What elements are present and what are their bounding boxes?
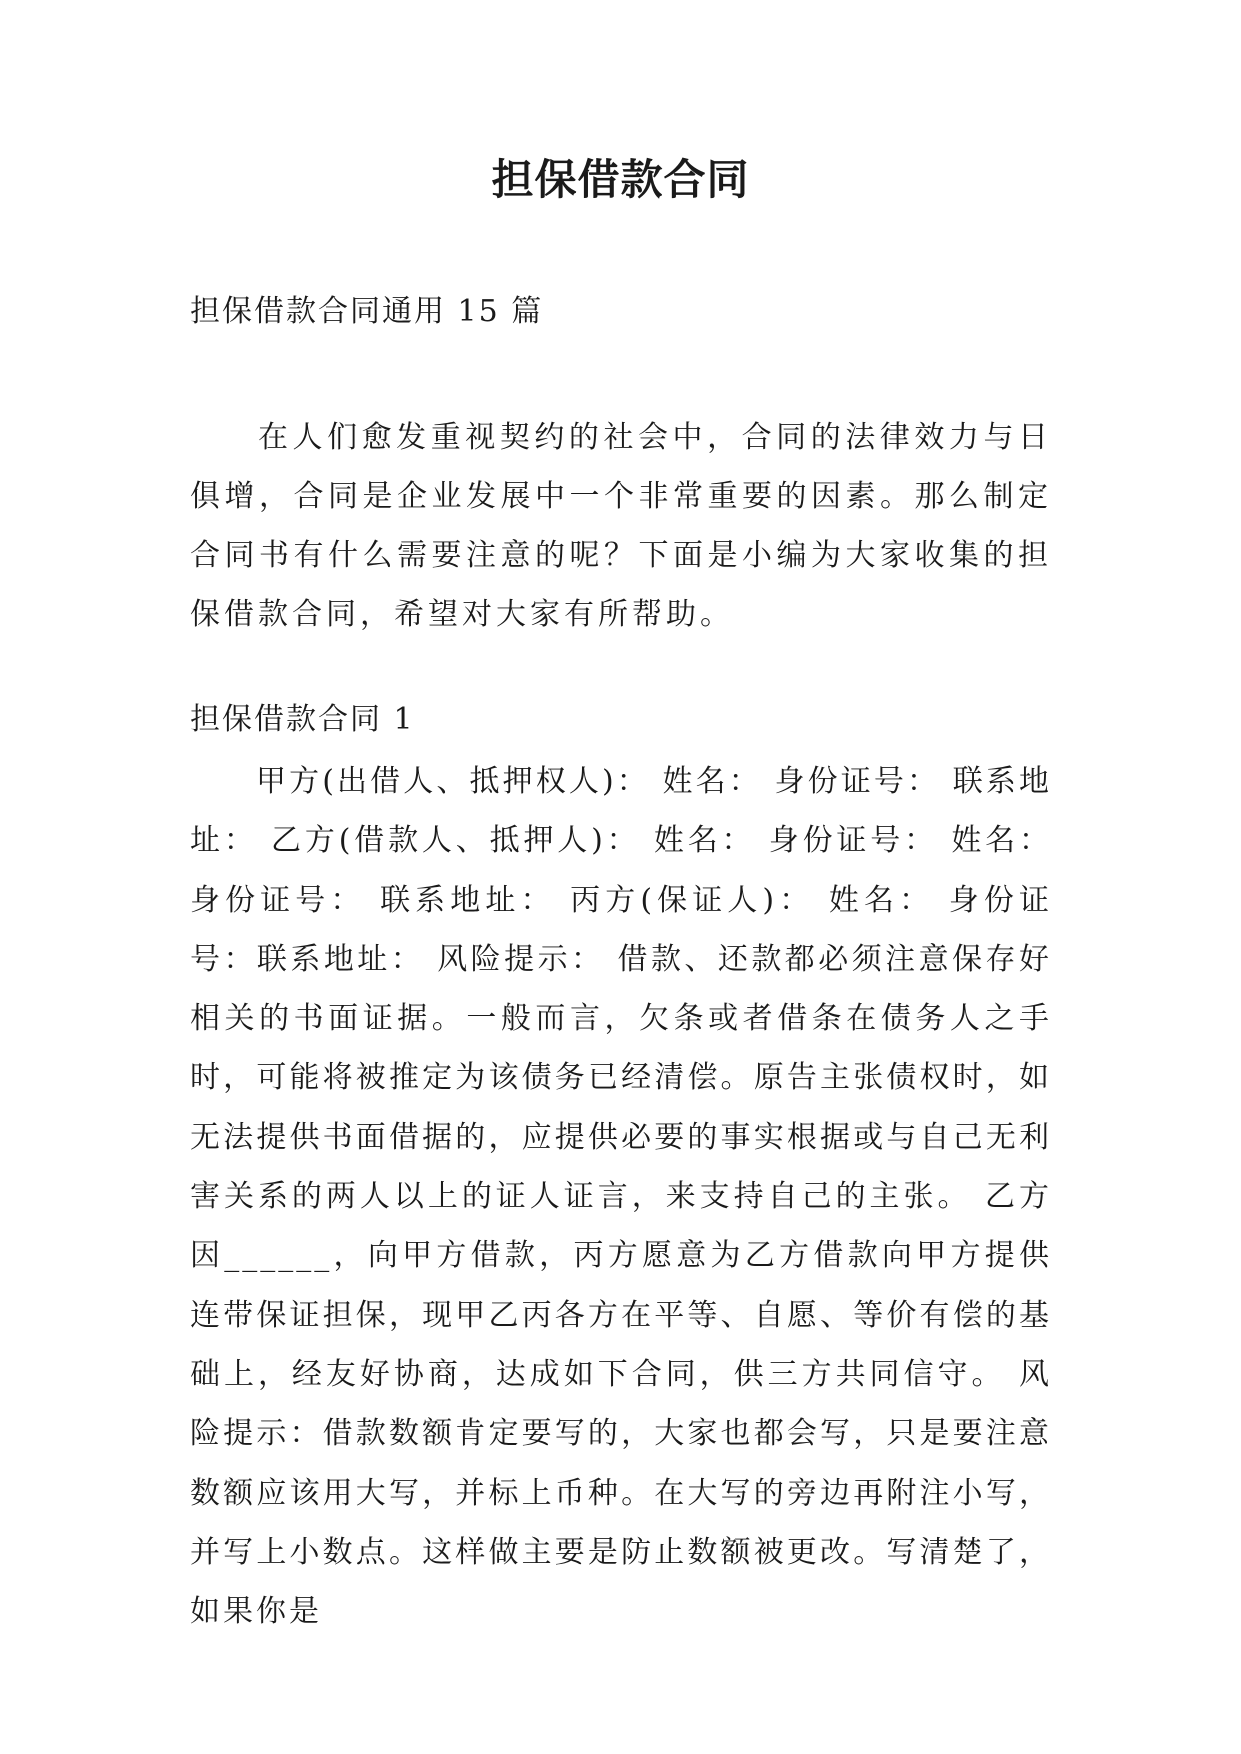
document-title: 担保借款合同 xyxy=(491,155,750,204)
section-heading: 担保借款合同 1 xyxy=(190,702,415,737)
section-body-paragraph: 甲方(出借人、抵押权人)： 姓名： 身份证号： 联系地址： 乙方(借款人、抵押人)： 姓名： 身份证号： 姓名：身份证号： 联系地址： 丙方(保证人)： 姓名： 身份证号：联系地址： 风险提示： 借款、还款都必须注意保存好相关的书面证据。一般而言，欠条或者借条在债务人之手时，可能将被推定为该债务已经清偿。原告主张债权时，如无法提供书面借据的，应提供必要的事实根据或与自己无利害关系的两人以上的证人证言，来支持自己的主张。 乙方因______，向甲方借款，丙方愿意为乙方借款向甲方提供连带保证担保，现甲乙丙各方在平等、自愿、等价有偿的基础上，经友好协商，达成如下合同，供三方共同信守。 风险提示：借款数额肯定要写的，大家也都会写，只是要注意数额应该用大写，并标上币种。在大写的旁边再附注小写，并写上小数点。这样做主要是防止数额被更改。写清楚了，如果你是 xyxy=(190,764,1052,1630)
document-subtitle: 担保借款合同通用 15 篇 xyxy=(190,294,544,329)
intro-paragraph: 在人们愈发重视契约的社会中，合同的法律效力与日俱增，合同是企业发展中一个非常重要的因素。那么制定合同书有什么需要注意的呢？下面是小编为大家收集的担保借款合同，希望对大家有所帮助。 xyxy=(190,420,1052,632)
